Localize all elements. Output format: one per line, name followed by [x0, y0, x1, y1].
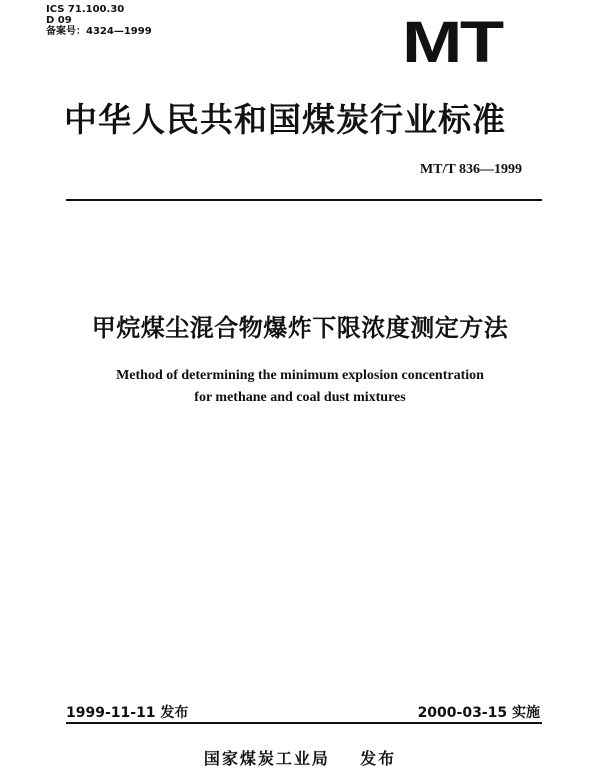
publisher: 国家煤炭工业局 发布 [203, 749, 397, 768]
mt-logo: MT [402, 10, 502, 75]
english-title-line2: for methane and coal dust mixtures [194, 390, 406, 405]
bottom-divider [66, 722, 542, 724]
english-title-line1: Method of determining the minimum explosion concentration [116, 368, 484, 383]
record-number: 备案号：4324—1999 [46, 26, 152, 37]
english-title [0, 365, 600, 409]
implement-date: 2000-03-15 实施 [417, 705, 540, 721]
standard-number: MT/T 836—1999 [419, 162, 522, 177]
standard-title: 中华人民共和国煤炭行业标准 [64, 100, 506, 139]
classification-block [46, 4, 152, 37]
issue-date: 1999-11-11 发布 [66, 705, 189, 721]
top-divider [66, 199, 542, 201]
document-title: 甲烷煤尘混合物爆炸下限浓度测定方法 [91, 314, 509, 342]
class-code: D 09 [46, 15, 72, 26]
ics-code: ICS 71.100.30 [46, 4, 125, 15]
